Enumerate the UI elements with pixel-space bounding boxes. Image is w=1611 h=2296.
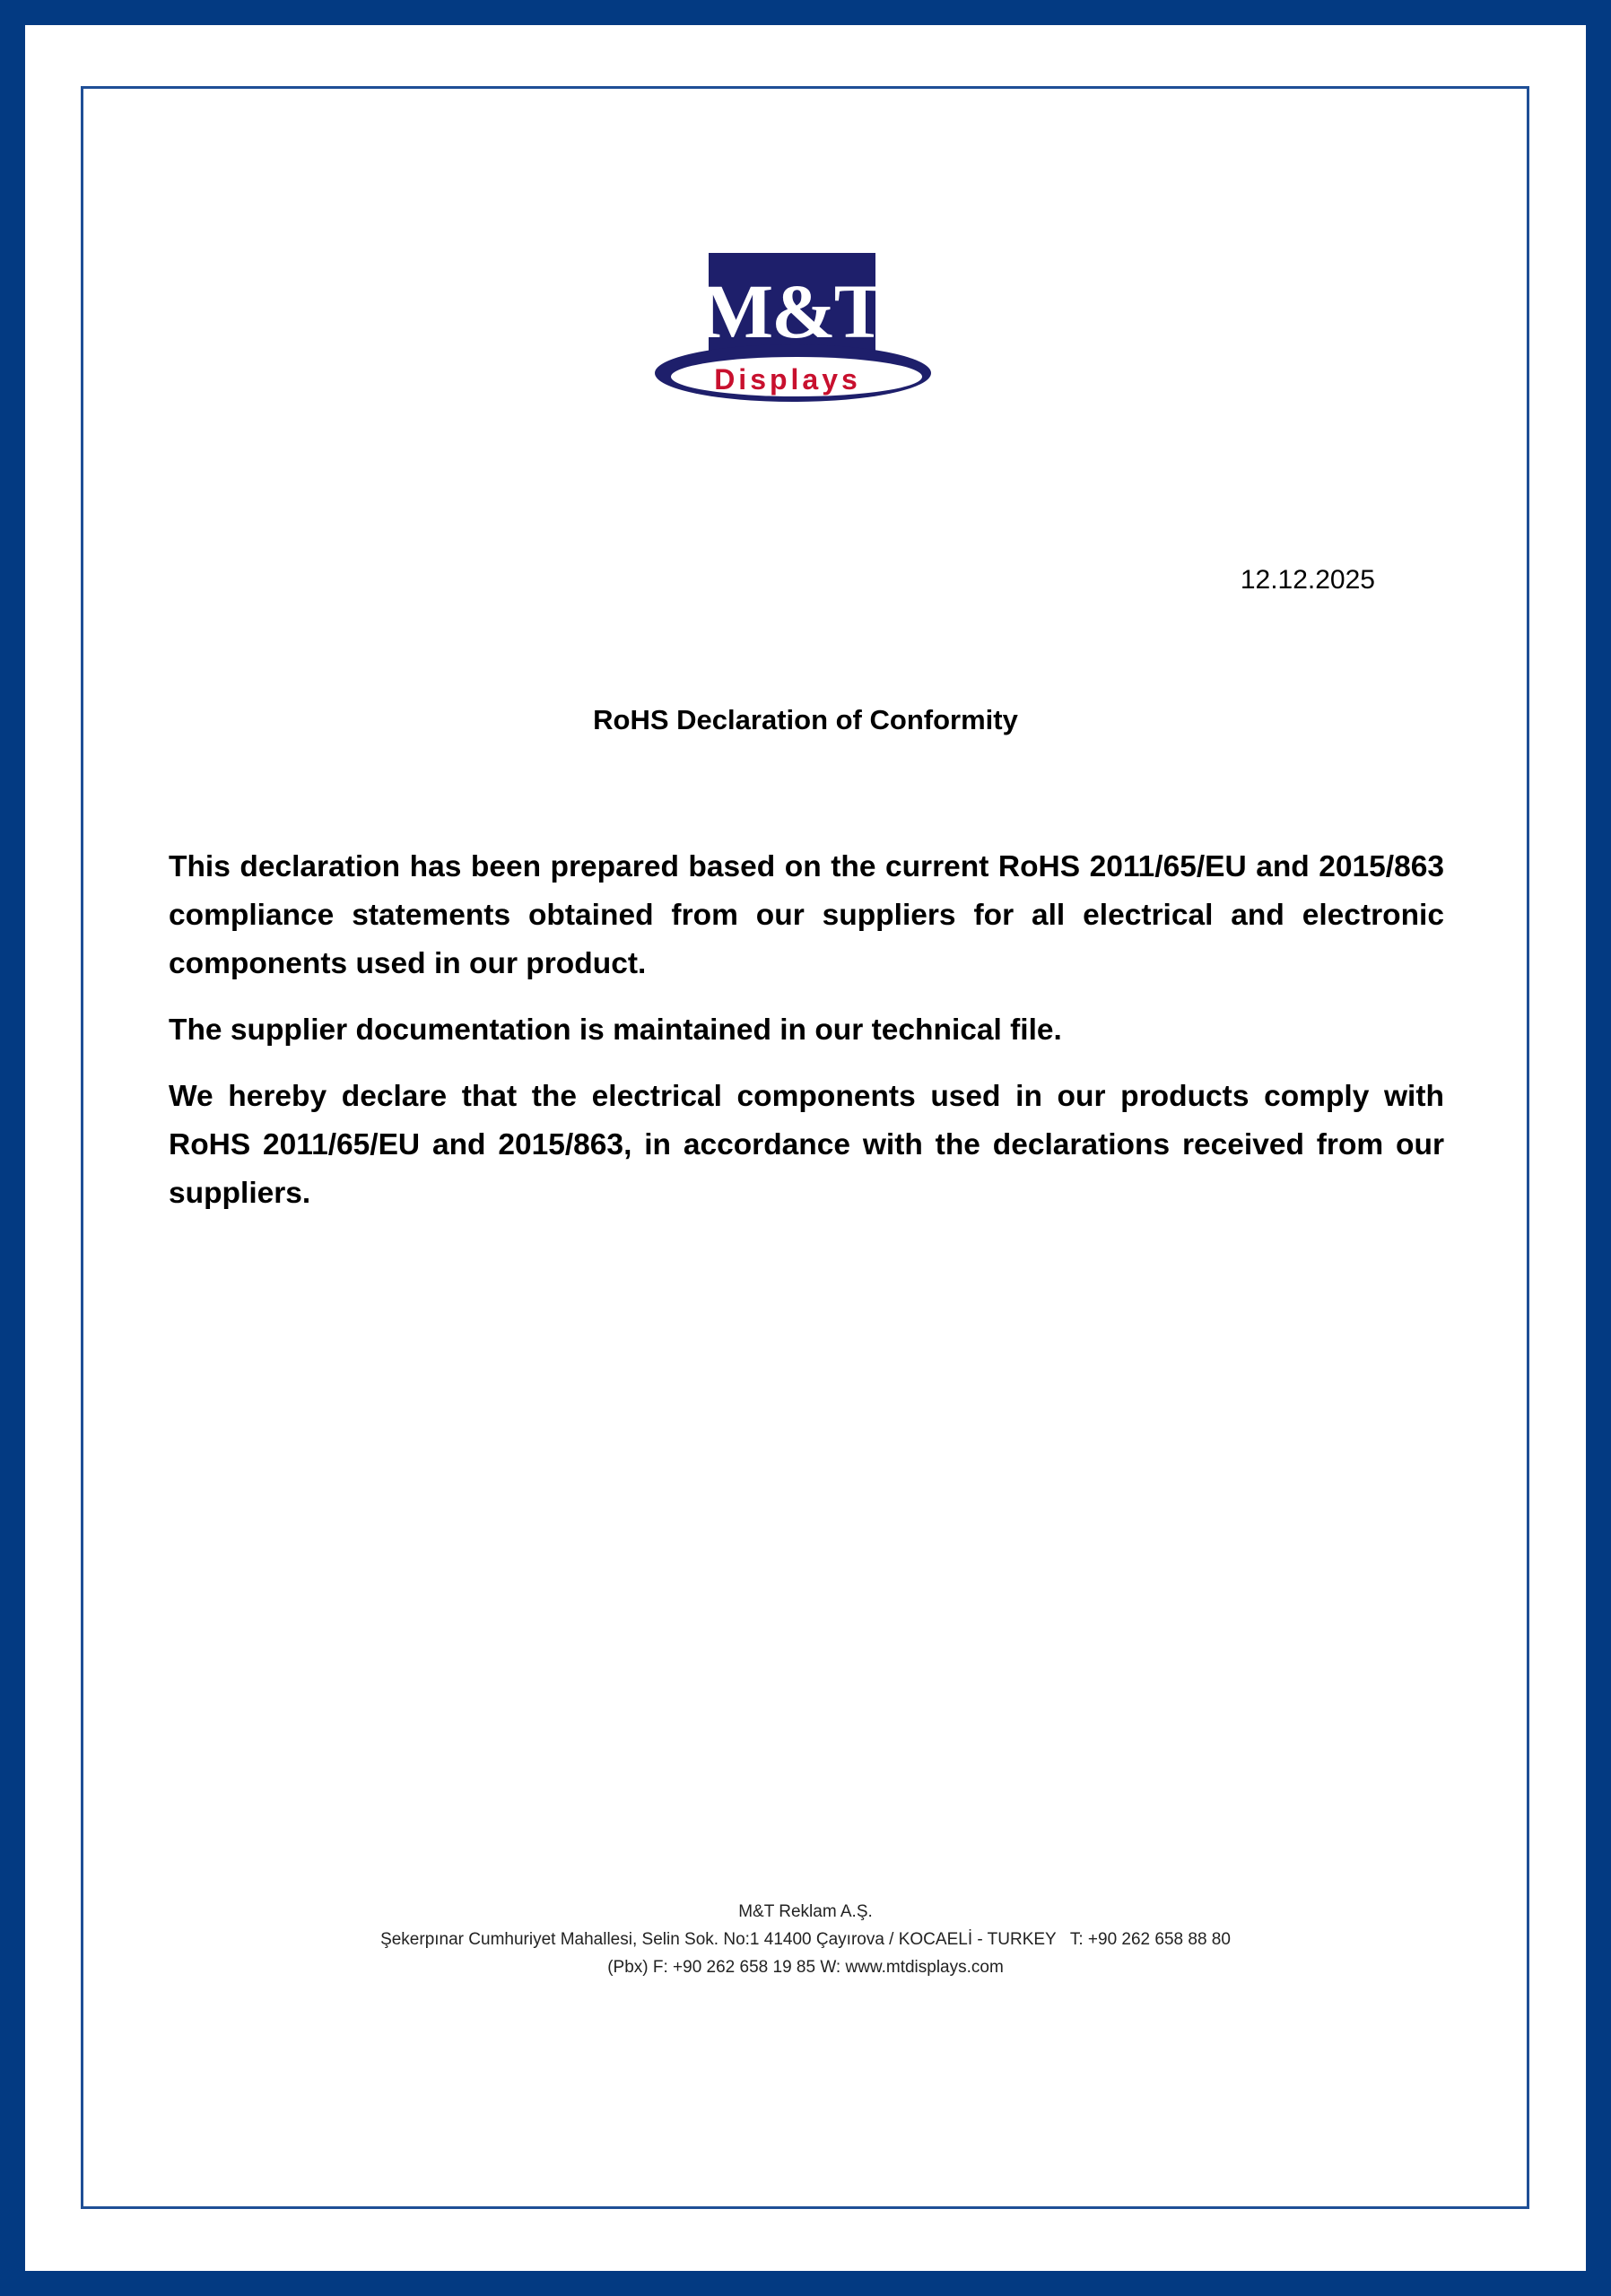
document-date: 12.12.2025 <box>1240 565 1375 595</box>
document-title: RoHS Declaration of Conformity <box>593 704 1018 735</box>
footer-company: M&T Reklam A.Ş. <box>738 1902 873 1921</box>
paragraph-1: This declaration has been prepared based on the current RoHS 2011/65/EU and 2015/863 compliance statements obtained from our suppliers for all electrical and electronic components used in our product. <box>169 850 1444 980</box>
footer-address: Şekerpınar Cumhuriyet Mahallesi, Selin Sok. No:1 41400 Çayırova / KOCAELİ - TURKEY T: +90 262 658 88 80 <box>380 1930 1231 1949</box>
company-logo <box>653 249 933 411</box>
page-footer <box>0 1898 1611 1981</box>
declaration-body <box>169 843 1444 1236</box>
paragraph-3: We hereby declare that the electrical components used in our products comply with RoHS 2011/65/EU and 2015/863, in accordance with the declarations received from our suppliers. <box>169 1080 1444 1210</box>
svg-text:Displays: Displays <box>714 363 861 396</box>
paragraph-2: The supplier documentation is maintained in our technical file. <box>169 1013 1062 1047</box>
footer-contact: (Pbx) F: +90 262 658 19 85 W: www.mtdisplays.com <box>607 1958 1004 1977</box>
svg-text:M&T: M&T <box>700 268 884 354</box>
